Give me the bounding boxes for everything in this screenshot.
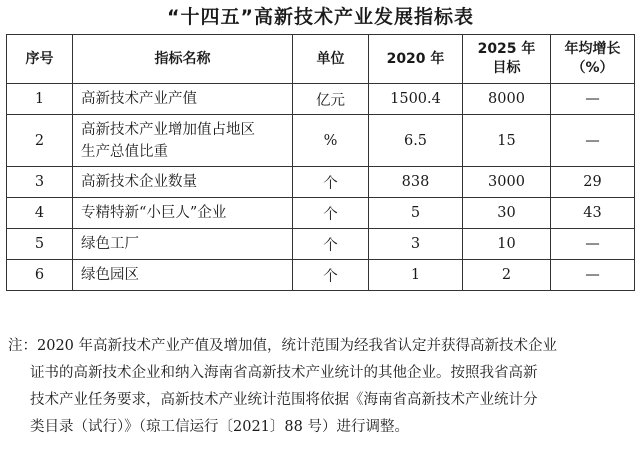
cell-growth: —	[551, 229, 635, 260]
table-header-row	[7, 35, 635, 84]
table-row	[7, 84, 635, 115]
table-row	[7, 167, 635, 198]
cell-seq: 4	[7, 198, 73, 229]
header-seq: 序号	[7, 35, 73, 84]
cell-unit: %	[293, 115, 369, 167]
cell-name-line1: 高新技术产业增加值占地区	[81, 121, 255, 138]
cell-2020: 838	[369, 167, 463, 198]
footnote-line3: 技术产业任务要求，高新技术产业统计范围将依据《海南省高新技术产业统计分	[30, 392, 538, 408]
cell-unit: 个	[293, 198, 369, 229]
cell-unit: 个	[293, 229, 369, 260]
footnote	[8, 333, 636, 441]
cell-2020: 5	[369, 198, 463, 229]
footnote-line4: 类目录（试行）》（琼工信运行〔2021〕88 号）进行调整。	[30, 419, 409, 435]
header-2020: 2020 年	[369, 35, 463, 84]
page-title: “十四五”高新技术产业发展指标表	[167, 6, 474, 28]
cell-name: 专精特新“小巨人”企业	[73, 198, 293, 229]
cell-seq: 2	[7, 115, 73, 167]
header-name: 指标名称	[73, 35, 293, 84]
cell-name-line2: 生产总值比重	[81, 143, 168, 160]
cell-2025: 10	[463, 229, 551, 260]
table-row	[7, 229, 635, 260]
cell-growth: —	[551, 84, 635, 115]
cell-seq: 6	[7, 260, 73, 291]
cell-seq: 1	[7, 84, 73, 115]
cell-2025: 3000	[463, 167, 551, 198]
table-row	[7, 115, 635, 167]
footnote-line1: 注：2020 年高新技术产业产值及增加值，统计范围为经我省认定并获得高新技术企业	[8, 338, 558, 354]
header-unit: 单位	[293, 35, 369, 84]
header-growth-line2: （%）	[571, 60, 614, 76]
cell-2020: 1	[369, 260, 463, 291]
header-2025-line1: 2025 年	[477, 41, 536, 57]
cell-2025: 30	[463, 198, 551, 229]
cell-seq: 5	[7, 229, 73, 260]
cell-name: 绿色工厂	[73, 229, 293, 260]
cell-2020: 6.5	[369, 115, 463, 167]
cell-2025: 15	[463, 115, 551, 167]
header-2025-line2: 目标	[492, 60, 521, 76]
cell-unit: 个	[293, 260, 369, 291]
header-growth-line1: 年均增长	[564, 41, 621, 57]
cell-seq: 3	[7, 167, 73, 198]
cell-growth: —	[551, 260, 635, 291]
cell-growth: 43	[551, 198, 635, 229]
cell-unit: 亿元	[293, 84, 369, 115]
indicator-table	[6, 34, 635, 291]
header-annual-growth	[551, 35, 635, 84]
cell-name: 高新技术企业数量	[73, 167, 293, 198]
cell-unit: 个	[293, 167, 369, 198]
cell-growth: 29	[551, 167, 635, 198]
cell-2020: 1500.4	[369, 84, 463, 115]
table-row	[7, 198, 635, 229]
cell-2020: 3	[369, 229, 463, 260]
cell-2025: 8000	[463, 84, 551, 115]
table-row	[7, 260, 635, 291]
cell-name: 绿色园区	[73, 260, 293, 291]
header-2025-target	[463, 35, 551, 84]
cell-growth: —	[551, 115, 635, 167]
cell-name: 高新技术产业产值	[73, 84, 293, 115]
cell-2025: 2	[463, 260, 551, 291]
footnote-line2: 证书的高新技术企业和纳入海南省高新技术产业统计的其他企业。按照我省高新	[30, 365, 538, 381]
cell-name	[73, 115, 293, 167]
